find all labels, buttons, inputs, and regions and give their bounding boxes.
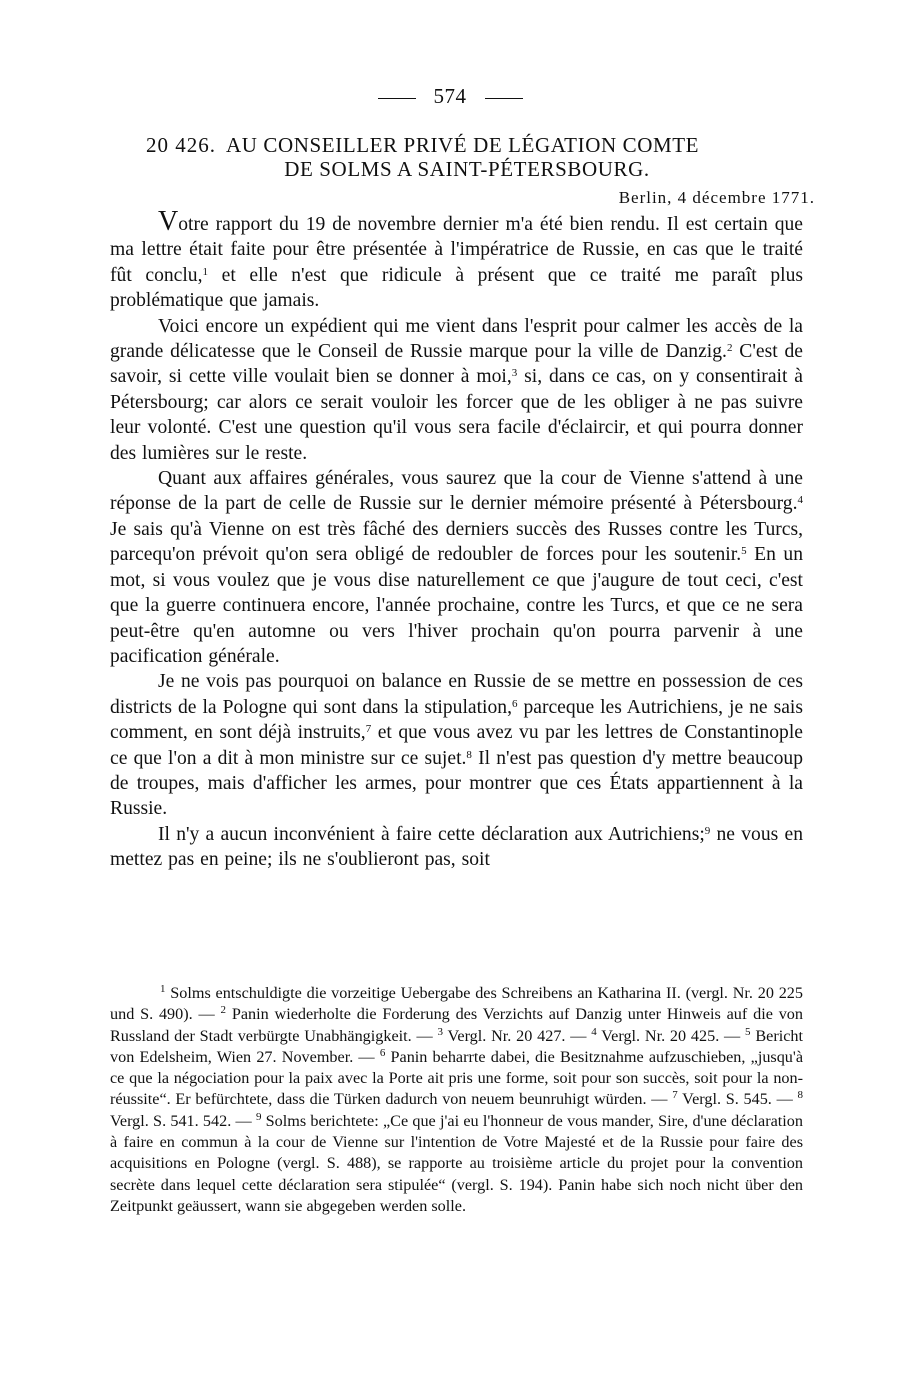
document-heading xyxy=(110,133,800,181)
footnote-4: Vergl. Nr. 20 425. — xyxy=(596,1026,746,1045)
footnotes xyxy=(110,983,803,1217)
page-number: 574 xyxy=(433,84,467,108)
heading-line-1 xyxy=(110,133,800,157)
paragraph-4-text-a: Je ne vois pas pourquoi on balance en Russie de se mettre en possession de ces districts de la Pologne qui sont dans la stipulation, xyxy=(110,671,803,718)
paragraph-2-text-c: si, dans ce cas, on y consentirait à Pétersbourg; car alors ce serait vouloir les forcer que de les obliger à ne pas suivre leur volonté. C'est une question qu'il vous sera facile d'éclaircir, et qui pourra donner des lumières sur le reste. xyxy=(110,366,803,464)
footnote-ref-5: 5 xyxy=(741,545,747,558)
footnote-8: Vergl. S. 541. 542. — xyxy=(110,1111,256,1130)
paragraph-5-text-a: Il n'y a aucun inconvénient à faire cette déclaration aux Autrichiens; xyxy=(158,823,705,845)
footnote-ref-1: 1 xyxy=(202,265,209,278)
paragraph-3-text-a: Quant aux affaires générales, vous saurez que la cour de Vienne s'attend à une réponse de la part de celle de Russie sur le dernier mémoire présenté à Pétersbourg. xyxy=(110,468,803,515)
paragraph-5 xyxy=(110,822,803,873)
left-rule xyxy=(378,98,416,99)
footnote-marker-5: 5 xyxy=(745,1025,751,1038)
footnote-6: Panin beharrte dabei, die Besitznahme aufzuschieben, „jusqu'à ce que la négociation pour la paix avec la Porte ait pris une forme, soit pour son succès, soit pour la non-réussite“. Er befürchtete, dass die Türken dadurch von neuem beunruhigt würden. — xyxy=(110,1047,804,1109)
heading-title-1: AU CONSEILLER PRIVÉ DE LÉGATION COMTE xyxy=(226,133,700,157)
paragraph-1-text-a: otre rapport du 19 de novembre dernier m'a été bien rendu. Il est certain que ma lettre était faite pour être présentée à l'impératrice de Russie, en cas que le traité fût conclu, xyxy=(110,214,803,286)
footnote-ref-2: 2 xyxy=(726,342,733,355)
footnote-1: Solms entschuldigte die vorzeitige Uebergabe des Schreibens an Katharina II. (vergl. Nr. 20 225 und S. 490). — xyxy=(110,984,803,1024)
footnote-ref-7: 7 xyxy=(365,723,372,736)
footnote-ref-4: 4 xyxy=(797,494,803,507)
footnote-ref-3: 3 xyxy=(511,367,518,380)
paragraph-2-text-a: Voici encore un expédient qui me vient dans l'esprit pour calmer les accès de la grande délicatesse que le Conseil de Russie marque pour la ville de Danzig. xyxy=(110,315,803,363)
paragraph-2-text-b: C'est de savoir, si cette ville voulait bien se donner à moi, xyxy=(110,341,803,388)
heading-title-2: DE SOLMS A SAINT-PÉTERSBOURG. xyxy=(284,157,650,181)
footnote-marker-7: 7 xyxy=(672,1089,678,1102)
paragraph-1 xyxy=(110,206,803,314)
footnote-marker-2: 2 xyxy=(220,1004,227,1017)
paragraph-4-text-c: et que vous avez vu par les lettres de Constantinople ce que l'on a dit à mon ministre sur ce sujet. xyxy=(110,722,803,769)
document-number: 20 426. xyxy=(146,133,216,157)
paragraph-5-text-b: ne vous en mettez pas en peine; ils ne s'oublieront pas, soit xyxy=(110,823,803,871)
footnote-marker-3: 3 xyxy=(437,1025,443,1038)
paragraph-2 xyxy=(110,314,803,466)
footnote-3: Vergl. Nr. 20 427. — xyxy=(442,1026,592,1045)
footnote-marker-9: 9 xyxy=(255,1110,262,1123)
footnote-5: Bericht von Edelsheim, Wien 27. November. — xyxy=(110,1026,803,1066)
paragraph-4-text-b: parceque les Autrichiens, je ne sais comment, en sont déjà instruits, xyxy=(110,696,803,744)
right-rule xyxy=(485,98,523,99)
letter-body xyxy=(110,206,803,873)
paragraph-3-text-c: En un mot, si vous voulez que je vous dise naturellement ce que j'augure de tout ceci, c'est que la guerre continuera encore, l'année prochaine, contre les Turcs, et que ce ne sera peut-être qu'en automne ou vers l'hiver prochain qu'on pourra parvenir à une pacification générale. xyxy=(110,544,803,667)
footnote-block xyxy=(110,983,803,1217)
paragraph-1-text-b: et elle n'est que ridicule à présent que ce traité me paraît plus problématique que jamais. xyxy=(110,264,803,312)
footnote-ref-8: 8 xyxy=(466,748,472,761)
drop-initial: V xyxy=(158,206,179,237)
footnote-2: Panin wiederholte die Forderung des Verzichts auf Danzig unter Hinweis auf die von Russland der Stadt verbürgte Unabhängigkeit. — xyxy=(110,1005,803,1045)
footnote-ref-9: 9 xyxy=(704,824,711,837)
paragraph-4-text-d: Il n'est pas question d'y mettre beaucoup de troupes, mais d'afficher les armes, pour montrer que ces États appartiennent à la Russie. xyxy=(110,747,803,820)
footnote-marker-8: 8 xyxy=(797,1089,804,1102)
footnote-marker-1: 1 xyxy=(160,983,166,995)
footnote-9: Solms berichtete: „Ce que j'ai eu l'honneur de vous mander, Sire, d'une déclaration à faire en commun à la cour de Vienne sur l'intention de Votre Majesté et de la Russie pour faire des acquisitions en Pologne (vergl. S. 488), se rapporte au troisième article du projet pour la convention secrète dans lequel cette déclaration sera stipulée“ (vergl. S. 194). Panin habe sich noch nicht über den Zeitpunkt geäussert, wann sie abgegeben werden solle. xyxy=(110,1111,803,1215)
footnote-ref-6: 6 xyxy=(511,697,518,710)
footnote-7: Vergl. S. 545. — xyxy=(677,1090,798,1109)
footnote-marker-6: 6 xyxy=(379,1046,386,1059)
paragraph-4 xyxy=(110,669,803,821)
paragraph-3-text-b: Je sais qu'à Vienne on est très fâché des derniers succès des Russes contre les Turcs, parcequ'on prévoit qu'on sera obligé de redoubler de forces pour les soutenir. xyxy=(110,518,803,566)
footnote-marker-4: 4 xyxy=(591,1025,597,1038)
paragraph-3 xyxy=(110,466,803,669)
page-number-line xyxy=(0,84,900,109)
dateline: Berlin, 4 décembre 1771. xyxy=(618,188,815,207)
